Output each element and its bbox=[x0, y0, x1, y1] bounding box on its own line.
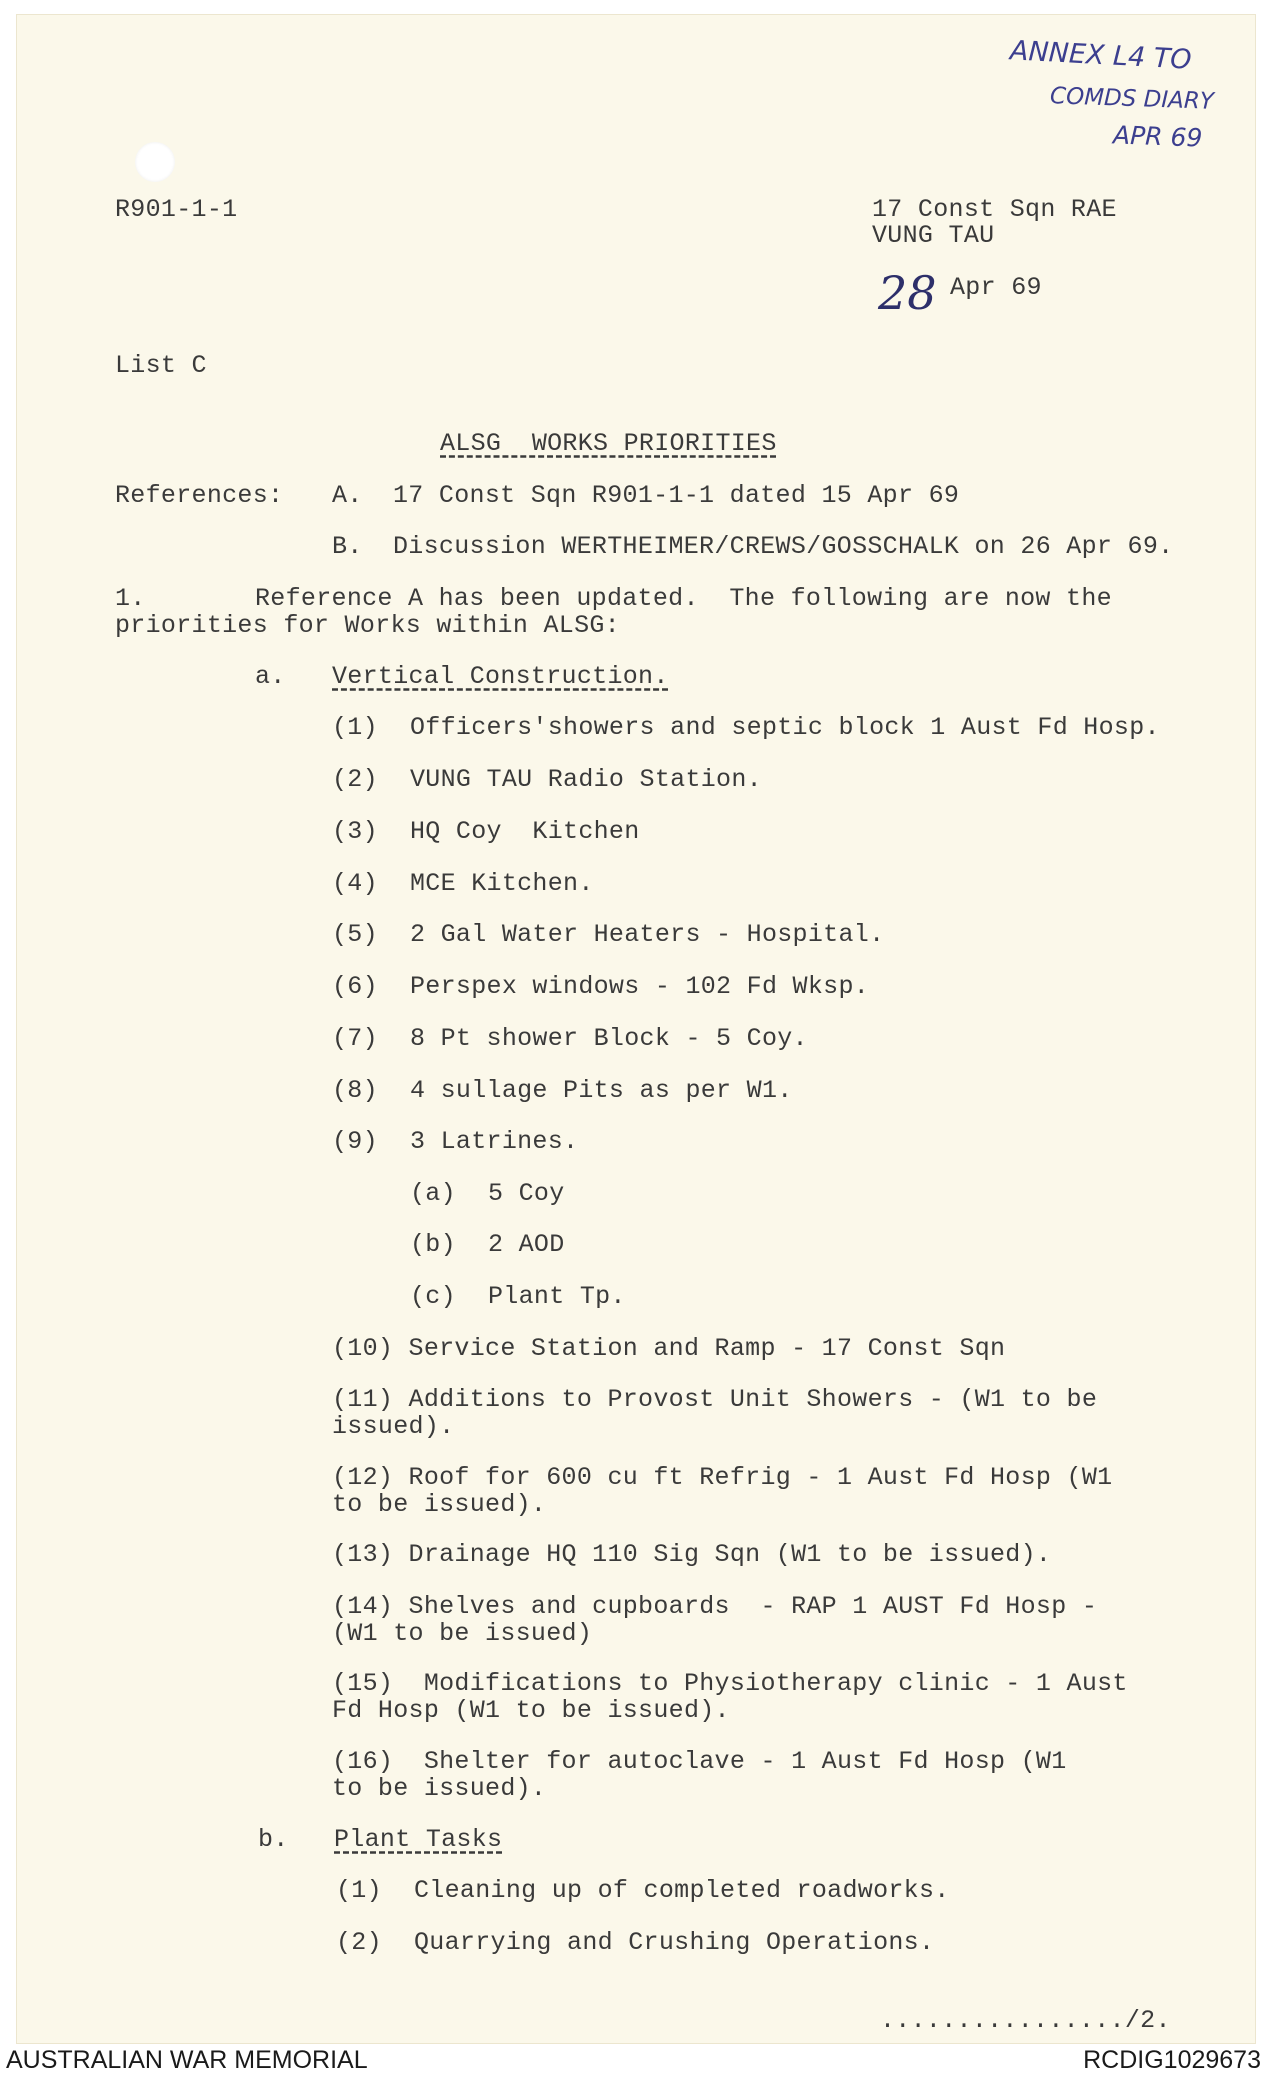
list-item-number: (2) bbox=[332, 765, 378, 794]
list-item-number: (9) bbox=[332, 1127, 378, 1156]
paragraph-number: 1. bbox=[115, 584, 146, 613]
unit-name: 17 Const Sqn RAE bbox=[872, 195, 1117, 224]
section-b-key: b. bbox=[258, 1825, 289, 1854]
list-item-16: (16) Shelter for autoclave - 1 Aust Fd Hosp (W1 bbox=[332, 1747, 1067, 1776]
list-item-number: (1) bbox=[332, 713, 378, 742]
list-item-12: (12) Roof for 600 cu ft Refrig - 1 Aust Fd Hosp (W1 bbox=[332, 1463, 1113, 1492]
paragraph-line-1: Reference A has been updated. The following are now the bbox=[255, 584, 1112, 613]
sub-item-text: 5 Coy bbox=[488, 1179, 565, 1208]
reference-b-text: Discussion WERTHEIMER/CREWS/GOSSCHALK on 26 Apr 69. bbox=[393, 532, 1174, 561]
list-item-number: (8) bbox=[332, 1076, 378, 1105]
list-item-12-cont: to be issued). bbox=[332, 1490, 547, 1519]
list-item-text: MCE Kitchen. bbox=[410, 869, 594, 898]
list-item-text: Officers'showers and septic block 1 Aust Fd Hosp. bbox=[410, 713, 1160, 742]
list-item-text: HQ Coy Kitchen bbox=[410, 817, 640, 846]
section-b-heading: Plant Tasks bbox=[334, 1825, 503, 1854]
handwritten-annotation-line3: APR 69 bbox=[1112, 120, 1203, 153]
list-item-number: (5) bbox=[332, 920, 378, 949]
handwritten-annotation-line1: ANNEX L4 TO bbox=[1009, 35, 1193, 76]
list-item-11: (11) Additions to Provost Unit Showers - (W1 to be bbox=[332, 1385, 1098, 1414]
list-item-text: 4 sullage Pits as per W1. bbox=[410, 1076, 793, 1105]
list-item-text: 8 Pt shower Block - 5 Coy. bbox=[410, 1024, 808, 1053]
continuation-marker: ................/2. bbox=[880, 2006, 1171, 2035]
list-item-10: (10) Service Station and Ramp - 17 Const Sqn bbox=[332, 1334, 1006, 1363]
list-item-15-cont: Fd Hosp (W1 to be issued). bbox=[332, 1696, 730, 1725]
list-item-number: (6) bbox=[332, 972, 378, 1001]
list-item-13: (13) Drainage HQ 110 Sig Sqn (W1 to be issued). bbox=[332, 1540, 1052, 1569]
list-item-number: (4) bbox=[332, 869, 378, 898]
footer-identifier: RCDIG1029673 bbox=[1083, 2046, 1261, 2074]
unit-location: VUNG TAU bbox=[872, 221, 995, 250]
list-label: List C bbox=[115, 351, 207, 380]
sub-item-text: Plant Tp. bbox=[488, 1282, 626, 1311]
list-item-15: (15) Modifications to Physiotherapy clinic - 1 Aust bbox=[332, 1669, 1128, 1698]
sub-item-text: 2 AOD bbox=[488, 1230, 565, 1259]
plant-task-text: Cleaning up of completed roadworks. bbox=[414, 1876, 950, 1905]
sub-item-number: (b) bbox=[410, 1230, 456, 1259]
document-title: ALSG WORKS PRIORITIES bbox=[440, 429, 777, 458]
list-item-14-cont: (W1 to be issued) bbox=[332, 1619, 593, 1648]
plant-task-text: Quarrying and Crushing Operations. bbox=[414, 1928, 935, 1957]
paragraph-line-2: priorities for Works within ALSG: bbox=[115, 611, 620, 640]
reference-a-text: 17 Const Sqn R901-1-1 dated 15 Apr 69 bbox=[393, 481, 960, 510]
handwritten-annotation-line2: COMDS DIARY bbox=[1049, 83, 1215, 115]
section-a-heading: Vertical Construction. bbox=[332, 662, 669, 691]
list-item-number: (7) bbox=[332, 1024, 378, 1053]
list-item-14: (14) Shelves and cupboards - RAP 1 AUST Fd Hosp - bbox=[332, 1592, 1098, 1621]
sub-item-number: (c) bbox=[410, 1282, 456, 1311]
list-item-number: (3) bbox=[332, 817, 378, 846]
plant-task-number: (2) bbox=[336, 1928, 382, 1957]
plant-task-number: (1) bbox=[336, 1876, 382, 1905]
sub-item-number: (a) bbox=[410, 1179, 456, 1208]
punch-hole bbox=[135, 142, 175, 182]
list-item-16-cont: to be issued). bbox=[332, 1774, 547, 1803]
list-item-text: 3 Latrines. bbox=[410, 1127, 579, 1156]
section-a-key: a. bbox=[255, 662, 286, 691]
footer-source: AUSTRALIAN WAR MEMORIAL bbox=[6, 2046, 368, 2074]
handwritten-date-day: 28 bbox=[878, 266, 937, 320]
reference-b-key: B. bbox=[332, 532, 363, 561]
file-reference: R901-1-1 bbox=[115, 195, 238, 224]
list-item-text: Perspex windows - 102 Fd Wksp. bbox=[410, 972, 870, 1001]
list-item-11-cont: issued). bbox=[332, 1412, 455, 1441]
list-item-text: VUNG TAU Radio Station. bbox=[410, 765, 762, 794]
list-item-text: 2 Gal Water Heaters - Hospital. bbox=[410, 920, 885, 949]
references-label: References: bbox=[115, 481, 284, 510]
reference-a-key: A. bbox=[332, 481, 363, 510]
document-date: Apr 69 bbox=[950, 273, 1042, 302]
